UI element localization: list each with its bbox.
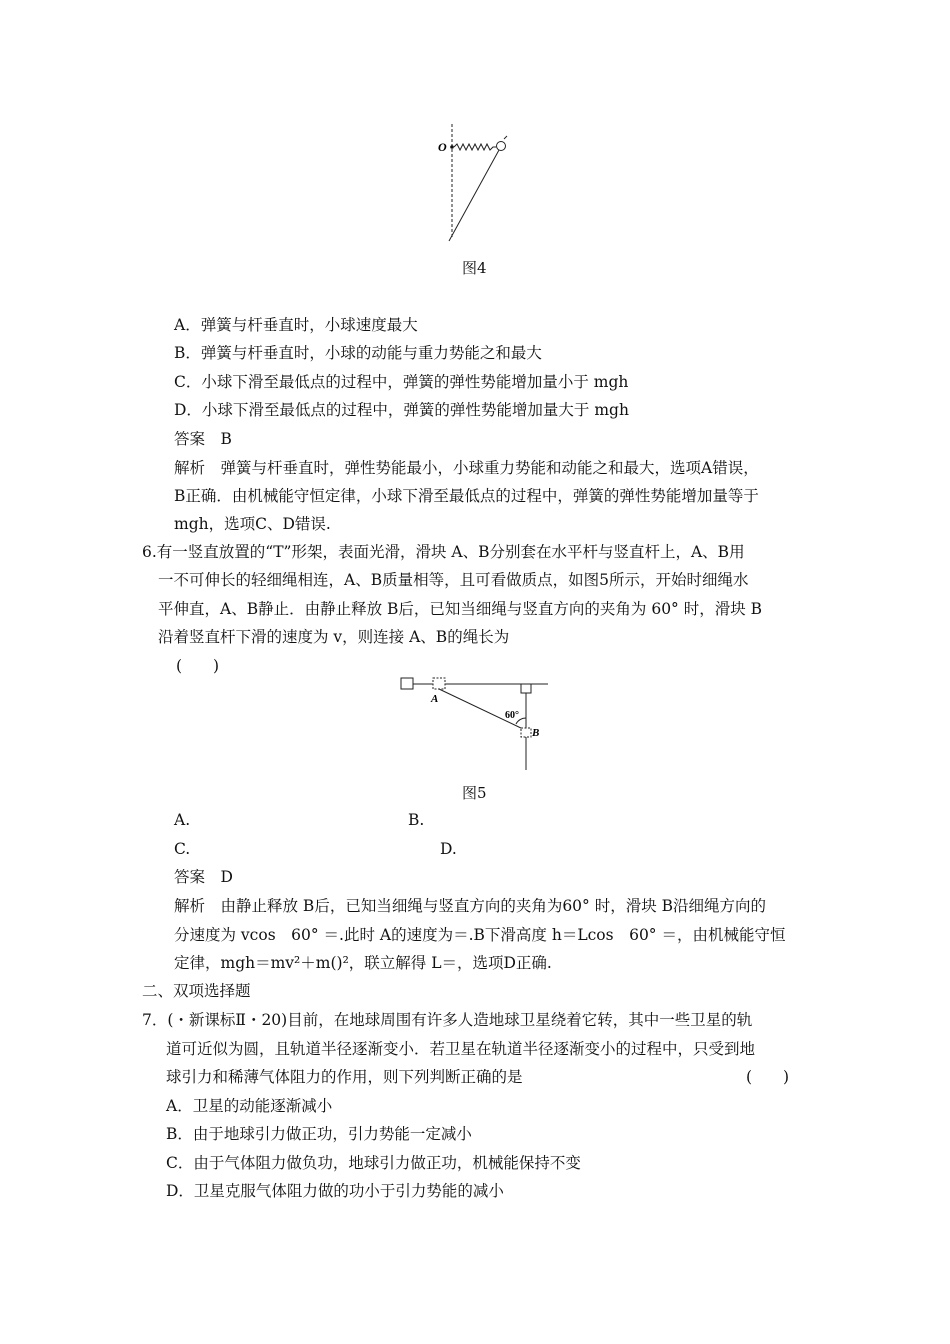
q5-option-b: B．弹簧与杆垂直时，小球的动能与重力势能之和最大 bbox=[174, 344, 542, 362]
q6-bracket: ( ) bbox=[176, 657, 220, 675]
q5-option-c: C．小球下滑至最低点的过程中，弹簧的弹性势能增加量小于 mgh bbox=[174, 373, 629, 391]
q5-analysis-line-3: mgh，选项C、D错误. bbox=[174, 515, 331, 533]
q7-stem-line-3: 球引力和稀薄气体阻力的作用，则下列判断正确的是 bbox=[166, 1068, 523, 1086]
q5-analysis-line-2: B正确．由机械能守恒定律，小球下滑至最低点的过程中，弹簧的弹性势能增加量等于 bbox=[174, 487, 759, 505]
q6-analysis-line-1: 解析 由静止释放 B后，已知当细绳与竖直方向的夹角为60° 时，滑块 B沿细绳方向的 bbox=[174, 897, 767, 915]
q7-stem-line-2: 道可近似为圆，且轨道半径逐渐变小．若卫星在轨道半径逐渐变小的过程中，只受到地 bbox=[166, 1040, 756, 1058]
q7-stem-line-1: 7．(・新课标Ⅱ・20)目前，在地球周围有许多人造地球卫星绕着它转，其中一些卫星的轨 bbox=[142, 1011, 753, 1029]
q5-option-d: D．小球下滑至最低点的过程中，弹簧的弹性势能增加量大于 mgh bbox=[174, 401, 629, 419]
label-o: O bbox=[438, 140, 447, 154]
q6-option-c: C. bbox=[174, 840, 191, 858]
q6-stem-line-2: 一不可伸长的轻细绳相连，A、B质量相等，且可看做质点，如图5所示，开始时细绳水 bbox=[158, 571, 749, 589]
q6-answer: 答案 D bbox=[174, 868, 233, 886]
q5-answer: 答案 B bbox=[174, 430, 232, 448]
figure-4-caption: 图4 bbox=[462, 259, 487, 277]
figure-4 bbox=[430, 120, 520, 250]
q6-option-a: A. bbox=[174, 811, 191, 829]
label-b: B bbox=[532, 727, 540, 739]
section-heading: 二、双项选择题 bbox=[142, 982, 251, 1000]
figure-5-diagram bbox=[395, 672, 555, 772]
q7-option-d: D．卫星克服气体阻力做的功小于引力势能的减小 bbox=[166, 1182, 504, 1200]
q6-analysis-line-3: 定律，mgh＝mv²＋m()²，联立解得 L＝，选项D正确. bbox=[174, 954, 552, 972]
figure-5 bbox=[395, 672, 555, 772]
label-a: A bbox=[431, 693, 439, 705]
q5-analysis-line-1: 解析 弹簧与杆垂直时，弹性势能最小，小球重力势能和动能之和最大，选项A错误， bbox=[174, 459, 759, 477]
q5-option-a: A．弹簧与杆垂直时，小球速度最大 bbox=[174, 316, 418, 334]
q7-option-b: B．由于地球引力做正功，引力势能一定减小 bbox=[166, 1125, 472, 1143]
figure-4-diagram bbox=[430, 120, 520, 250]
q6-option-d: D. bbox=[440, 840, 457, 858]
q6-stem-line-3: 平伸直，A、B静止．由静止释放 B后，已知当细绳与竖直方向的夹角为 60° 时，滑块 B bbox=[158, 600, 763, 618]
q6-option-b: B. bbox=[408, 811, 425, 829]
q7-option-a: A．卫星的动能逐渐减小 bbox=[166, 1097, 333, 1115]
angle-label: 60° bbox=[505, 710, 519, 721]
q6-stem-line-1: 6.有一竖直放置的“T”形架，表面光滑，滑块 A、B分别套在水平杆与竖直杆上，A、B用 bbox=[142, 543, 745, 561]
q6-stem-line-4: 沿着竖直杆下滑的速度为 v，则连接 A、B的绳长为 bbox=[158, 628, 510, 646]
figure-5-caption: 图5 bbox=[462, 784, 487, 802]
q6-analysis-line-2: 分速度为 vcos 60° ＝.此时 A的速度为＝.B下滑高度 h＝Lcos 60° ＝，由机械能守恒 bbox=[174, 926, 786, 944]
q7-bracket: ( ) bbox=[746, 1068, 790, 1086]
q7-option-c: C．由于气体阻力做负功，地球引力做正功，机械能保持不变 bbox=[166, 1154, 581, 1172]
